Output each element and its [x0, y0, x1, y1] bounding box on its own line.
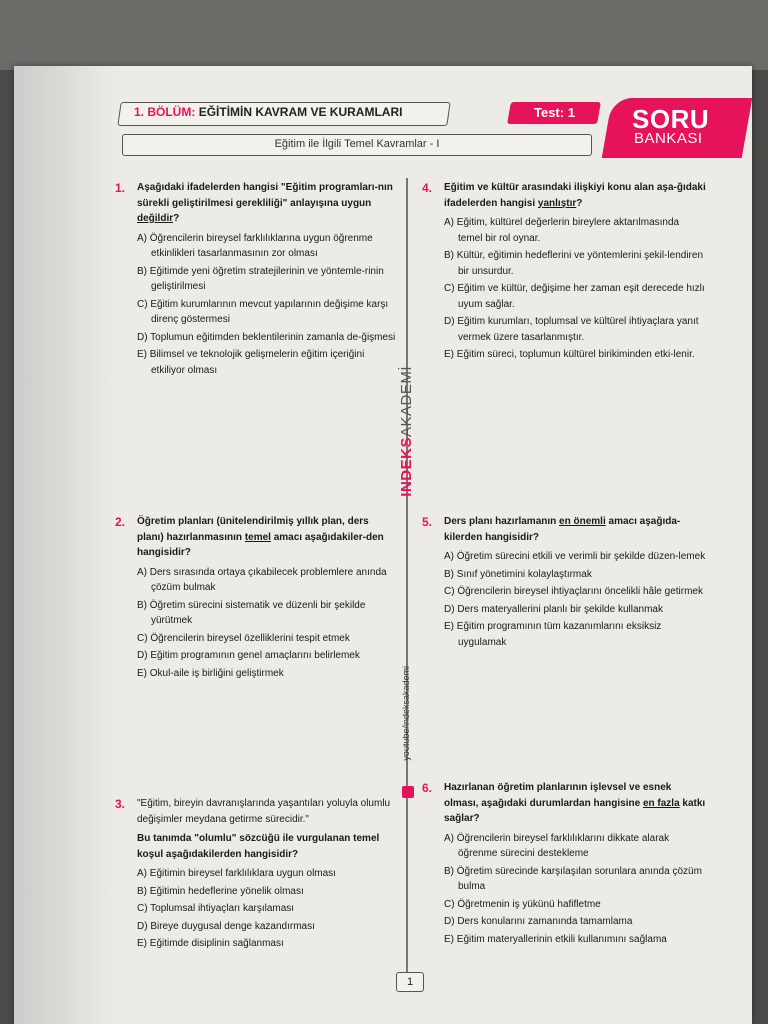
youtube-icon — [402, 786, 414, 798]
option-b[interactable]: B) Öğretim sürecini sistematik ve düzenli bir şekilde yürütmek — [137, 599, 366, 626]
page-number: 1 — [396, 972, 424, 992]
test-label: Test: 1 — [533, 105, 575, 120]
option-d[interactable]: D) Eğitim programının genel amaçlarını belirlemek — [137, 650, 360, 661]
question-stem: Bu tanımda "olumlu" sözcüğü ile vurgulanan temel koşul aşağıdakilerden hangisidir? — [137, 833, 380, 860]
option-e[interactable]: E) Okul-aile iş birliğini geliştirmek — [137, 667, 284, 679]
stem-end: amacı aşağıda-kilerden hangisidir? — [444, 516, 681, 543]
option-e[interactable]: E) Eğitim süreci, toplumun kültürel birikiminden etki-lenir. — [444, 349, 695, 360]
side-brand-bold: INDEKS — [398, 437, 415, 497]
option-c[interactable]: C) Eğitim ve kültür, değişime her zaman eşit derecede hızlı uyum sağlar. — [444, 283, 705, 310]
question-number: 4. — [422, 181, 433, 195]
question-3 — [115, 796, 397, 954]
chapter-number: 1. BÖLÜM: — [134, 105, 196, 119]
question-number: 1. — [115, 181, 126, 195]
option-a[interactable]: A) Eğitim, kültürel değerlerin bireylere aktarılmasında temel bir rol oynar. — [444, 217, 680, 244]
stem-end: ? — [576, 197, 583, 209]
option-e[interactable]: E) Bilimsel ve teknolojik gelişmelerin eğitim içeriğini etkiliyor olması — [137, 349, 365, 376]
option-d[interactable]: D) Ders konularını zamanında tamamlama — [444, 916, 633, 927]
option-d[interactable]: D) Toplumun eğitimden beklentilerinin zamanla de-ğişmesi — [137, 331, 396, 343]
stem-underlined: en fazla — [642, 797, 680, 809]
stem-end: ? — [173, 213, 180, 224]
stem-text: Eğitim ve kültür arasındaki ilişkiyi konu alan aşa-ğıdaki ifadelerden hangisi — [444, 182, 706, 209]
section-subtitle: Eğitim ile İlgili Temel Kavramlar - I — [274, 138, 440, 150]
question-6 — [422, 780, 706, 949]
youtube-handle: youtube/indeksakademi — [401, 666, 411, 761]
question-quote: "Eğitim, bireyin davranışlarında yaşantıları yoluyla olumlu değişimler meydana getirme sürecidir." — [137, 798, 391, 825]
brand-top: SORU — [632, 104, 710, 134]
question-stem — [137, 180, 397, 227]
option-e[interactable]: E) Eğitimde disiplinin sağlanması — [137, 938, 284, 949]
question-stem — [137, 514, 397, 561]
option-b[interactable]: B) Öğretim sürecinde karşılaşılan sorunlara anında çözüm bulma — [444, 865, 702, 892]
book-page — [14, 66, 752, 1024]
stem-underlined: yanlıştır — [537, 197, 577, 209]
option-c[interactable]: C) Öğrencilerin bireysel ihtiyaçlarını öncelikli hâle getirmek — [444, 586, 703, 597]
question-number: 6. — [422, 781, 433, 795]
stem-underlined: temel — [244, 531, 271, 543]
option-c[interactable]: C) Öğrencilerin bireysel özelliklerini tespit etmek — [137, 632, 350, 644]
side-brand — [398, 366, 415, 497]
option-d[interactable]: D) Ders materyallerini planlı bir şekilde kullanmak — [444, 603, 663, 615]
option-e[interactable]: E) Eğitim programının tüm kazanımlarını eksiksiz uygulamak — [444, 621, 662, 648]
test-badge — [507, 102, 601, 124]
option-e[interactable]: E) Eğitim materyallerinin etkili kullanımını sağlama — [444, 933, 667, 945]
question-number: 2. — [115, 515, 126, 529]
option-a[interactable]: A) Eğitimin bireysel farklılıklara uygun olması — [137, 868, 336, 879]
stem-end: amacı aşağıdakiler-den hangisidir? — [137, 531, 384, 558]
option-b[interactable]: B) Kültür, eğitimin hedeflerini ve yöntemlerini şekil-lendiren bir unsurdur. — [444, 250, 704, 277]
stem-end: katkı sağlar? — [444, 797, 706, 824]
question-stem — [444, 780, 706, 827]
stem-text: Hazırlanan öğretim planlarının işlevsel ve esnek olması, aşağıdaki durumlardan hangisine — [444, 782, 672, 809]
question-4 — [422, 180, 706, 365]
option-c[interactable]: C) Toplumsal ihtiyaçları karşılaması — [137, 903, 295, 914]
option-a[interactable]: A) Öğretim sürecini etkili ve verimli bir şekilde düzen-lemek — [444, 551, 706, 562]
option-b[interactable]: B) Sınıf yönetimini kolaylaştırmak — [444, 568, 592, 580]
option-b[interactable]: B) Eğitimde yeni öğretim stratejilerinin ve yöntemle-rinin geliştirilmesi — [137, 265, 384, 292]
question-stem — [444, 514, 706, 545]
option-a[interactable]: A) Öğrencilerin bireysel farklılıklarını dikkate alarak öğrenme sürecini destekleme — [444, 832, 670, 859]
option-d[interactable]: D) Eğitim kurumları, toplumsal ve kültürel ihtiyaçlara yanıt vermek üzere tasarlanmıştır. — [444, 316, 699, 343]
chapter-name: EĞİTİMİN KAVRAM VE KURAMLARI — [198, 105, 403, 119]
question-5 — [422, 514, 706, 652]
option-a[interactable]: A) Öğrencilerin bireysel farklılıklarına uygun öğrenme etkinlikleri tasarlanmasının zor olması — [137, 232, 373, 259]
stem-text: Öğretim planları (ünitelendirilmiş yıllık plan, ders planı) hazırlanmasının — [137, 516, 369, 543]
stem-text: Ders planı hazırlamanın — [444, 516, 560, 527]
question-number: 3. — [115, 797, 126, 811]
stem-underlined: en önemli — [559, 516, 606, 527]
side-brand-light: AKADEMİ — [398, 366, 415, 438]
question-1 — [115, 180, 397, 380]
brand-bottom: BANKASI — [634, 130, 703, 147]
chapter-title — [134, 105, 402, 119]
stem-underlined: değildir — [137, 213, 174, 224]
column-divider — [406, 178, 408, 978]
question-number: 5. — [422, 515, 433, 529]
option-b[interactable]: B) Eğitimin hedeflerine yönelik olması — [137, 885, 304, 897]
option-a[interactable]: A) Ders sırasında ortaya çıkabilecek problemlere anında çözüm bulmak — [137, 566, 387, 593]
background-strip — [0, 0, 768, 70]
option-c[interactable]: C) Eğitim kurumlarının mevcut yapılarının değişime karşı direnç göstermesi — [137, 298, 389, 325]
option-c[interactable]: C) Öğretmenin iş yükünü hafifletme — [444, 898, 601, 910]
stem-text: Aşağıdaki ifadelerden hangisi "Eğitim programları-nın sürekli geliştirilmesi gerekliliği" anlayışına uygun — [137, 182, 393, 209]
option-d[interactable]: D) Bireye duygusal denge kazandırması — [137, 920, 315, 932]
question-stem — [444, 180, 706, 211]
page-fold-shadow — [14, 66, 114, 1024]
question-2 — [115, 514, 397, 683]
